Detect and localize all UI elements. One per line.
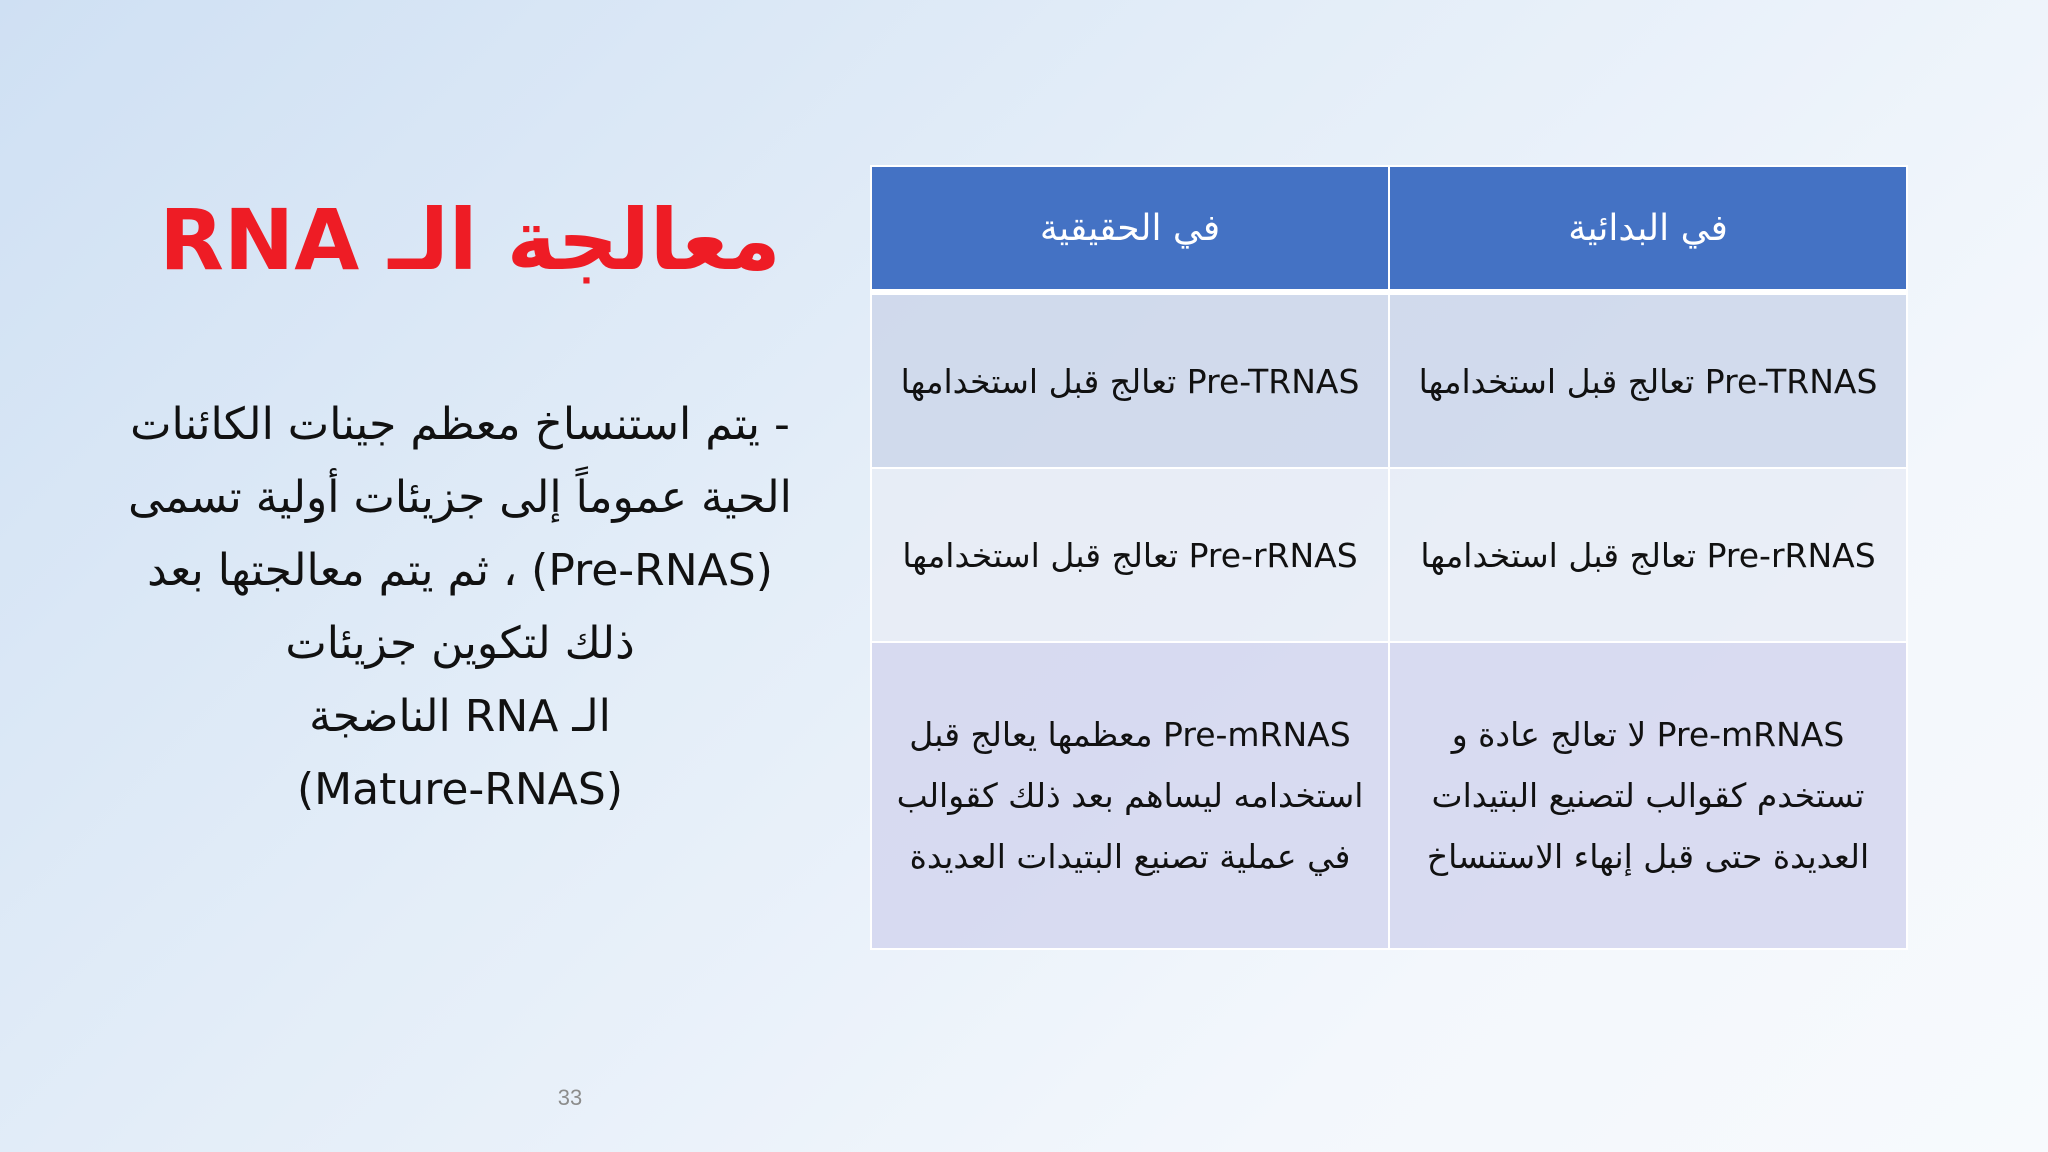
header-eukaryotes: في الحقيقية <box>871 166 1389 292</box>
body-line: (Pre-RNAS) ، ثم يتم معالجتها بعد <box>147 545 773 596</box>
table-cell: Pre-TRNAS تعالج قبل استخدامها <box>871 292 1389 468</box>
table-row <box>871 468 1907 642</box>
table-row <box>871 292 1907 468</box>
header-prokaryotes: في البدائية <box>1389 166 1907 292</box>
body-line: ذلك لتكوين جزيئات <box>285 618 635 669</box>
body-text <box>90 388 830 826</box>
page-number: 33 <box>557 1085 583 1110</box>
table-cell: Pre-mRNAS معظمها يعالج قبل استخدامه ليساهم بعد ذلك كقوالب في عملية تصنيع البتيدات العديدة <box>871 642 1389 949</box>
body-line: الـ RNA الناضجة <box>309 691 611 742</box>
table-cell: Pre-mRNAS لا تعالج عادة و تستخدم كقوالب لتصنيع البتيدات العديدة حتى قبل إنهاء الاستنساخ <box>1389 642 1907 949</box>
slide-title: معالجة الـ RNA <box>159 191 781 289</box>
body-line: - يتم استنساخ معظم جينات الكائنات <box>130 399 790 450</box>
comparison-table <box>870 165 1908 946</box>
body-line: الحية عموماً إلى جزيئات أولية تسمى <box>128 472 792 523</box>
table-row <box>871 642 1907 949</box>
table-cell: Pre-rRNAS تعالج قبل استخدامها <box>871 468 1389 642</box>
table-cell: Pre-rRNAS تعالج قبل استخدامها <box>1389 468 1907 642</box>
table-cell: Pre-TRNAS تعالج قبل استخدامها <box>1389 292 1907 468</box>
table-header-row <box>871 166 1907 292</box>
body-line: (Mature-RNAS) <box>297 764 623 815</box>
